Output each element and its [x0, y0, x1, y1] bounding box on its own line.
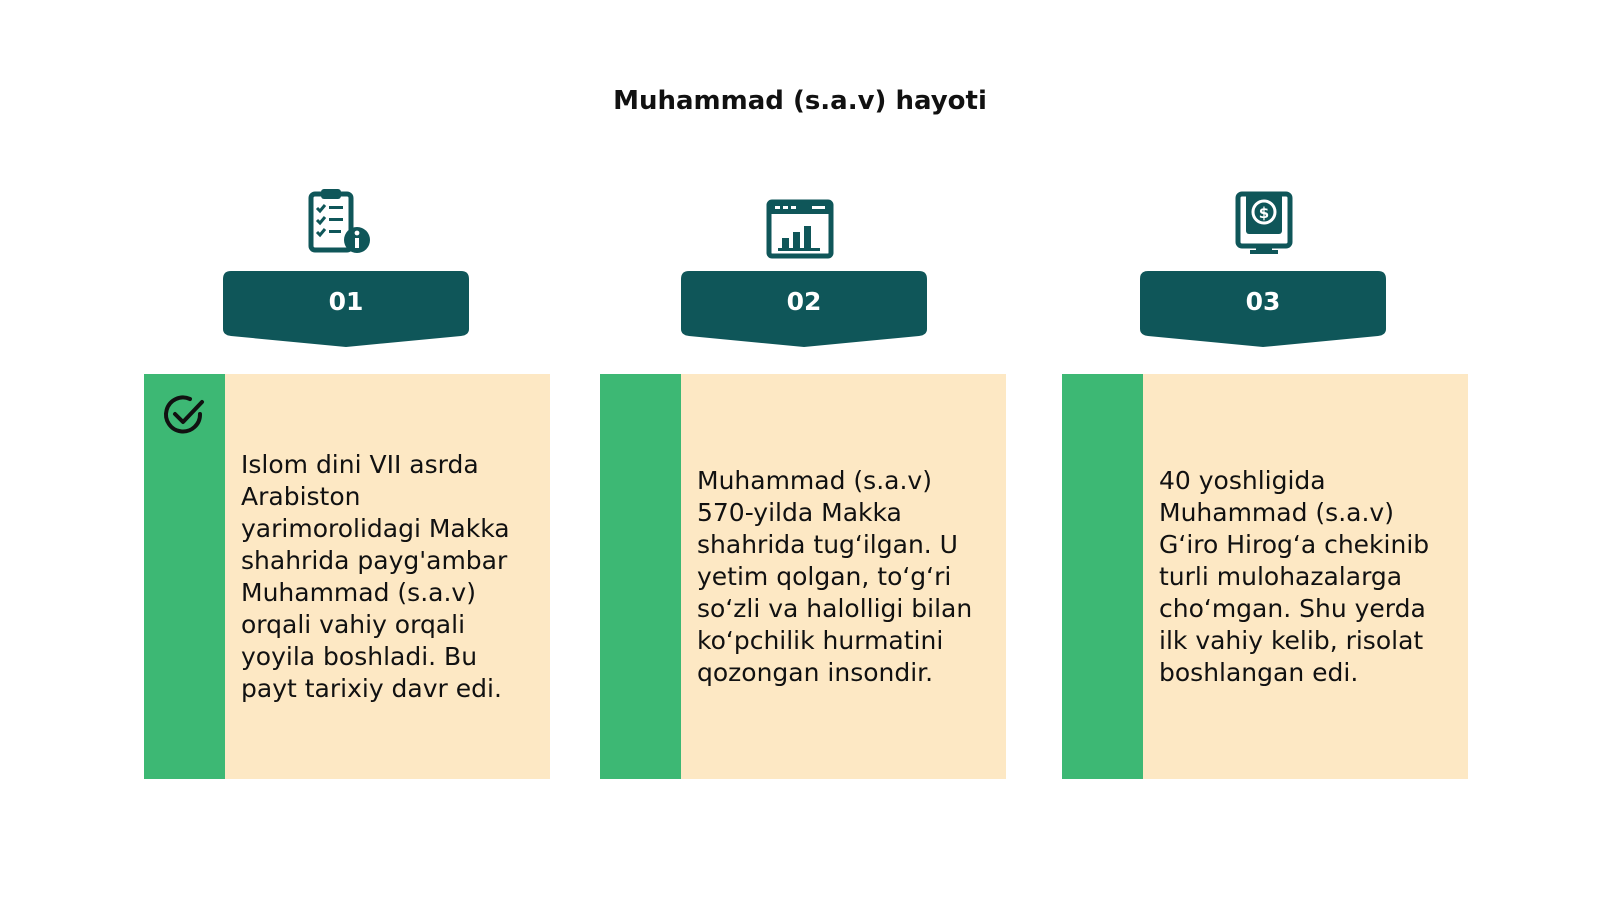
step-description: Muhammad (s.a.v) 570-yilda Makka shahrida tug‘ilgan. U yetim qolgan, to‘g‘ri so‘zli va halolligi bilan ko‘pchilik hurmatini qozongan insondir.: [697, 465, 973, 687]
card-accent-strip: [1062, 374, 1143, 779]
dollar-monitor-icon: [1228, 188, 1300, 260]
step-description: 40 yoshligida Muhammad (s.a.v) G‘iro Hirog‘a chekinib turli mulohazalarga cho‘mgan. Shu yerda ilk vahiy kelib, risolat boshlangan edi.: [1159, 465, 1430, 687]
step-card-1: [144, 374, 550, 779]
card-body: [225, 374, 550, 779]
card-body: [1143, 374, 1468, 779]
step-number-badge-1: [223, 271, 469, 351]
check-circle-icon: [162, 392, 208, 438]
svg-text:$: $: [1258, 204, 1270, 222]
page-title: Muhammad (s.a.v) hayoti: [613, 86, 987, 116]
bar-chart-window-icon: [764, 194, 836, 266]
card-body: [681, 374, 1006, 779]
step-description: Islom dini VII asrda Arabiston yarimorolidagi Makka shahrida payg'ambar Muhammad (s.a.v) orqali vahiy orqali yoyila boshladi. Bu payt tarixiy davr edi.: [241, 449, 510, 703]
step-number: 03: [1245, 287, 1281, 316]
card-accent-strip: [600, 374, 681, 779]
step-number: 01: [328, 287, 364, 316]
step-number: 02: [786, 287, 822, 316]
step-card-2: [600, 374, 1006, 779]
clipboard-checklist-info-icon: [305, 186, 377, 258]
step-number-badge-3: [1140, 271, 1386, 351]
step-number-badge-2: [681, 271, 927, 351]
step-card-3: [1062, 374, 1468, 779]
card-accent-strip: [144, 374, 225, 779]
